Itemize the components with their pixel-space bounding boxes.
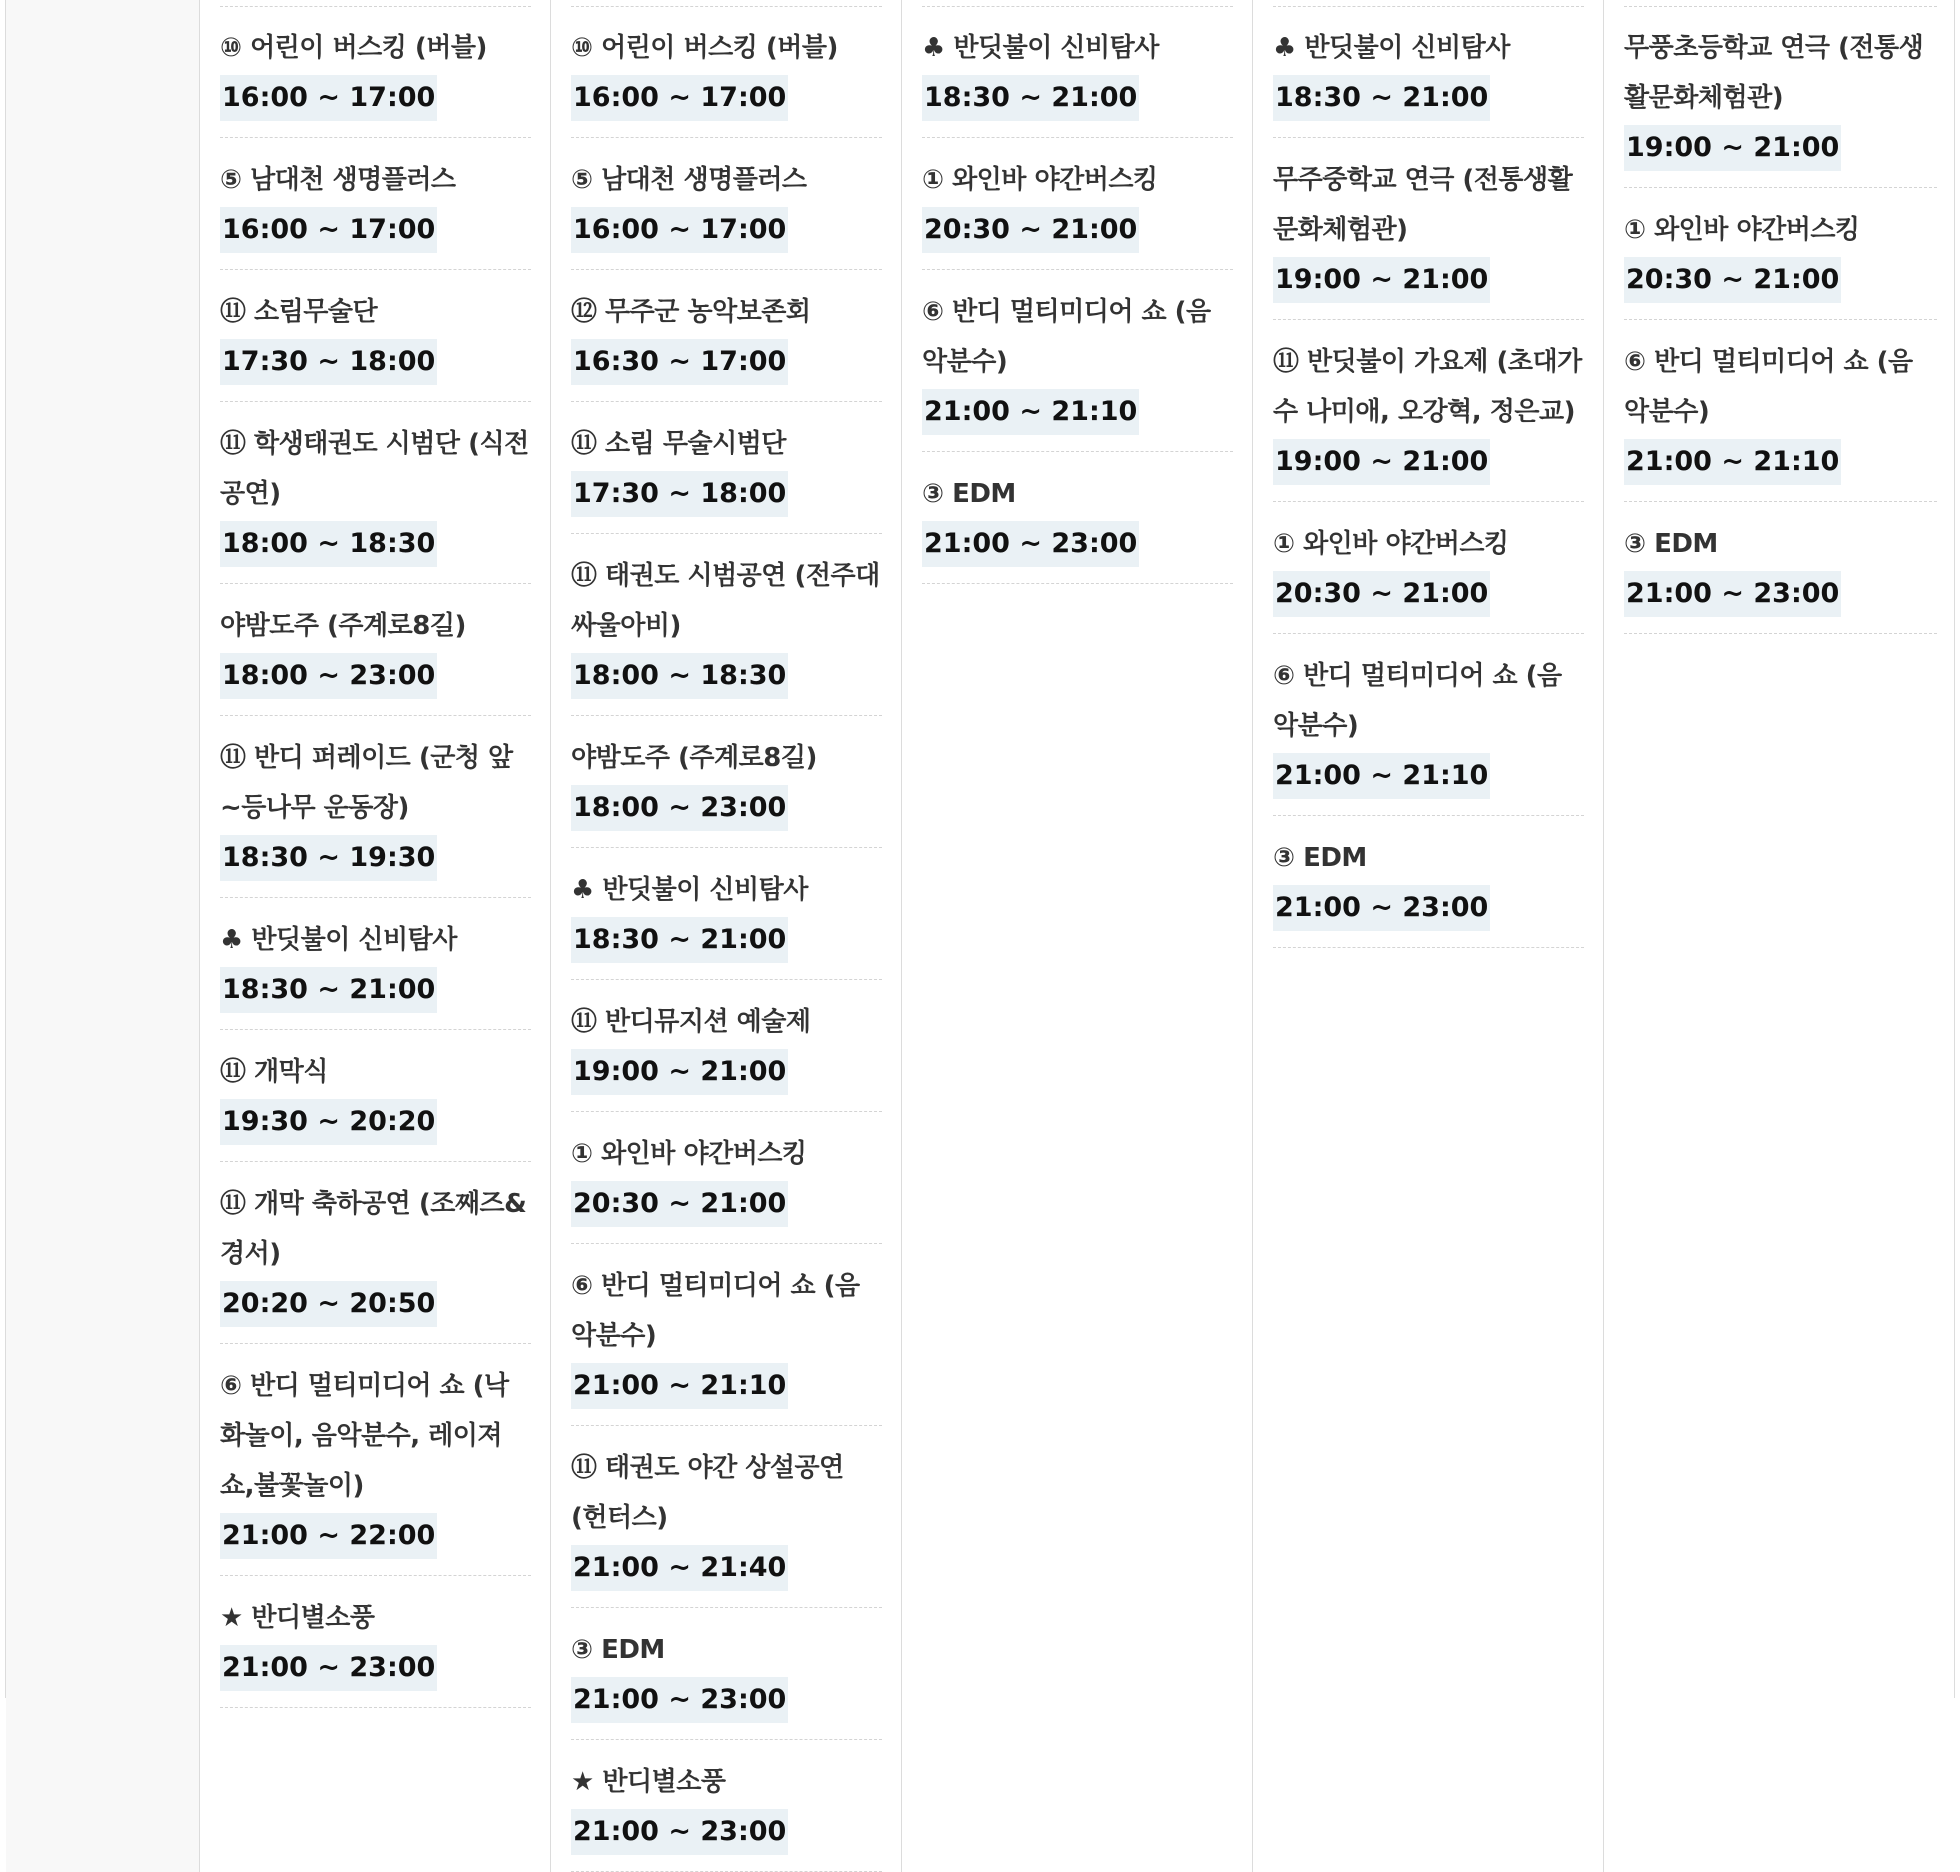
event-title: ③ EDM: [1273, 843, 1367, 873]
event-title: ⑤ 남대천 생명플러스: [220, 165, 456, 195]
schedule-event[interactable]: [220, 1576, 531, 1708]
event-time: 19:00 ~ 21:00: [1273, 439, 1490, 485]
event-time: 20:30 ~ 21:00: [1624, 257, 1841, 303]
event-title: ⑪ 학생태권도 시범단 (식전공연): [220, 429, 529, 509]
event-title: 무풍초등학교 연극 (전통생활문화체험관): [1624, 33, 1924, 113]
event-title: ⑪ 소림 무술시범단: [571, 429, 786, 459]
event-time: 20:30 ~ 21:00: [1273, 571, 1490, 617]
event-title: ① 와인바 야간버스킹: [571, 1139, 807, 1169]
schedule-event[interactable]: [1273, 634, 1584, 816]
event-title: ⑪ 개막식: [220, 1057, 328, 1087]
schedule-event[interactable]: [571, 138, 882, 270]
event-title: 야밤도주 (주계로8길): [571, 743, 817, 773]
event-time: 19:00 ~ 21:00: [571, 1049, 788, 1095]
event-time: 20:30 ~ 21:00: [571, 1181, 788, 1227]
event-title: ★ 반디별소풍: [571, 1767, 726, 1797]
event-time: 19:30 ~ 20:20: [220, 1099, 437, 1145]
event-title: ⑥ 반디 멀티미디어 쇼 (음악분수): [1624, 347, 1913, 427]
event-time: 21:00 ~ 21:10: [1273, 753, 1490, 799]
schedule-event[interactable]: [571, 980, 882, 1112]
event-time: 18:30 ~ 21:00: [571, 917, 788, 963]
event-time: 18:30 ~ 21:00: [1273, 75, 1490, 121]
schedule-event[interactable]: [922, 270, 1233, 452]
schedule-event[interactable]: [1624, 6, 1937, 188]
schedule-event[interactable]: [1273, 816, 1584, 948]
event-title: ⑪ 개막 축하공연 (조째즈&경서): [220, 1189, 527, 1269]
event-title: ⑩ 어린이 버스킹 (버블): [220, 33, 487, 63]
event-time: 20:30 ~ 21:00: [922, 207, 1139, 253]
schedule-event[interactable]: [571, 1426, 882, 1608]
day-column-4: [1253, 0, 1604, 1872]
event-title: ⑪ 태권도 야간 상설공연 (헌터스): [571, 1453, 844, 1533]
event-title: ⑥ 반디 멀티미디어 쇼 (낙화놀이, 음악분수, 레이져쇼,불꽃놀이): [220, 1371, 509, 1501]
schedule-event[interactable]: [220, 1344, 531, 1576]
event-title: ♣ 반딧불이 신비탐사: [922, 33, 1159, 63]
event-time: 18:00 ~ 23:00: [571, 785, 788, 831]
event-time: 21:00 ~ 22:00: [220, 1513, 437, 1559]
event-time: 19:00 ~ 21:00: [1273, 257, 1490, 303]
event-time: 18:30 ~ 21:00: [220, 967, 437, 1013]
event-title: ♣ 반딧불이 신비탐사: [1273, 33, 1510, 63]
event-time: 21:00 ~ 21:10: [1624, 439, 1841, 485]
schedule-table: [5, 0, 1955, 1847]
event-title: 야밤도주 (주계로8길): [220, 611, 466, 641]
day-column-3: [902, 0, 1253, 1872]
event-time: 20:20 ~ 20:50: [220, 1281, 437, 1327]
day-column-1: [200, 0, 551, 1872]
event-title: ⑪ 반디 퍼레이드 (군청 앞~등나무 운동장): [220, 743, 513, 823]
schedule-event[interactable]: [571, 1608, 882, 1740]
event-title: ① 와인바 야간버스킹: [1273, 529, 1509, 559]
event-time: 21:00 ~ 23:00: [571, 1677, 788, 1723]
schedule-event[interactable]: [922, 6, 1233, 138]
event-time: 21:00 ~ 21:40: [571, 1545, 788, 1591]
schedule-event[interactable]: [1273, 320, 1584, 502]
event-time: 18:00 ~ 18:30: [220, 521, 437, 567]
event-title: ⑪ 반딧불이 가요제 (초대가수 나미애, 오강혁, 정은교): [1273, 347, 1582, 427]
schedule-event[interactable]: [220, 6, 531, 138]
schedule-event[interactable]: [220, 138, 531, 270]
event-time: 16:00 ~ 17:00: [571, 75, 788, 121]
schedule-event[interactable]: [571, 1244, 882, 1426]
time-header-column: [6, 0, 200, 1872]
event-time: 21:00 ~ 23:00: [1624, 571, 1841, 617]
event-title: ⑥ 반디 멀티미디어 쇼 (음악분수): [922, 297, 1211, 377]
schedule-event[interactable]: [220, 1162, 531, 1344]
event-title: ⑥ 반디 멀티미디어 쇼 (음악분수): [1273, 661, 1562, 741]
event-title: ★ 반디별소풍: [220, 1603, 375, 1633]
event-title: ⑪ 반디뮤지션 예술제: [571, 1007, 811, 1037]
event-time: 18:30 ~ 19:30: [220, 835, 437, 881]
schedule-event[interactable]: [922, 452, 1233, 584]
event-time: 16:30 ~ 17:00: [571, 339, 788, 385]
schedule-event[interactable]: [571, 1112, 882, 1244]
schedule-event[interactable]: [220, 1030, 531, 1162]
event-title: ① 와인바 야간버스킹: [1624, 215, 1860, 245]
event-time: 21:00 ~ 23:00: [220, 1645, 437, 1691]
schedule-event[interactable]: [220, 898, 531, 1030]
event-time: 21:00 ~ 23:00: [922, 521, 1139, 567]
event-time: 18:30 ~ 21:00: [922, 75, 1139, 121]
event-title: ③ EDM: [571, 1635, 665, 1665]
event-title: ⑥ 반디 멀티미디어 쇼 (음악분수): [571, 1271, 860, 1351]
event-time: 17:30 ~ 18:00: [220, 339, 437, 385]
schedule-event[interactable]: [571, 6, 882, 138]
event-time: 16:00 ~ 17:00: [220, 207, 437, 253]
event-time: 16:00 ~ 17:00: [220, 75, 437, 121]
schedule-event[interactable]: [220, 584, 531, 716]
event-time: 16:00 ~ 17:00: [571, 207, 788, 253]
schedule-event[interactable]: [1624, 320, 1937, 502]
schedule-event[interactable]: [1624, 188, 1937, 320]
event-time: 21:00 ~ 23:00: [1273, 885, 1490, 931]
event-title: ⑤ 남대천 생명플러스: [571, 165, 807, 195]
schedule-event[interactable]: [220, 270, 531, 402]
schedule-event[interactable]: [571, 1740, 882, 1872]
day-column-2: [551, 0, 902, 1872]
event-title: ⑫ 무주군 농악보존회: [571, 297, 811, 327]
event-time: 18:00 ~ 23:00: [220, 653, 437, 699]
event-time: 17:30 ~ 18:00: [571, 471, 788, 517]
schedule-event[interactable]: [571, 716, 882, 848]
event-title: ① 와인바 야간버스킹: [922, 165, 1158, 195]
event-title: ⑪ 태권도 시범공연 (전주대 싸울아비): [571, 561, 880, 641]
event-title: 무주중학교 연극 (전통생활문화체험관): [1273, 165, 1573, 245]
schedule-event[interactable]: [1273, 6, 1584, 138]
event-title: ③ EDM: [1624, 529, 1718, 559]
event-time: 21:00 ~ 21:10: [922, 389, 1139, 435]
event-time: 18:00 ~ 18:30: [571, 653, 788, 699]
schedule-event[interactable]: [571, 270, 882, 402]
day-column-5: [1604, 0, 1956, 1872]
schedule-event[interactable]: [571, 534, 882, 716]
event-title: ⑪ 소림무술단: [220, 297, 378, 327]
event-title: ⑩ 어린이 버스킹 (버블): [571, 33, 838, 63]
schedule-event[interactable]: [1273, 138, 1584, 320]
event-title: ♣ 반딧불이 신비탐사: [571, 875, 808, 905]
schedule-event[interactable]: [922, 138, 1233, 270]
event-title: ③ EDM: [922, 479, 1016, 509]
event-time: 19:00 ~ 21:00: [1624, 125, 1841, 171]
schedule-event[interactable]: [1273, 502, 1584, 634]
schedule-event[interactable]: [571, 402, 882, 534]
schedule-event[interactable]: [220, 402, 531, 584]
event-time: 21:00 ~ 23:00: [571, 1809, 788, 1855]
schedule-event[interactable]: [571, 848, 882, 980]
schedule-event[interactable]: [1624, 502, 1937, 634]
event-title: ♣ 반딧불이 신비탐사: [220, 925, 457, 955]
schedule-event[interactable]: [220, 716, 531, 898]
event-time: 21:00 ~ 21:10: [571, 1363, 788, 1409]
